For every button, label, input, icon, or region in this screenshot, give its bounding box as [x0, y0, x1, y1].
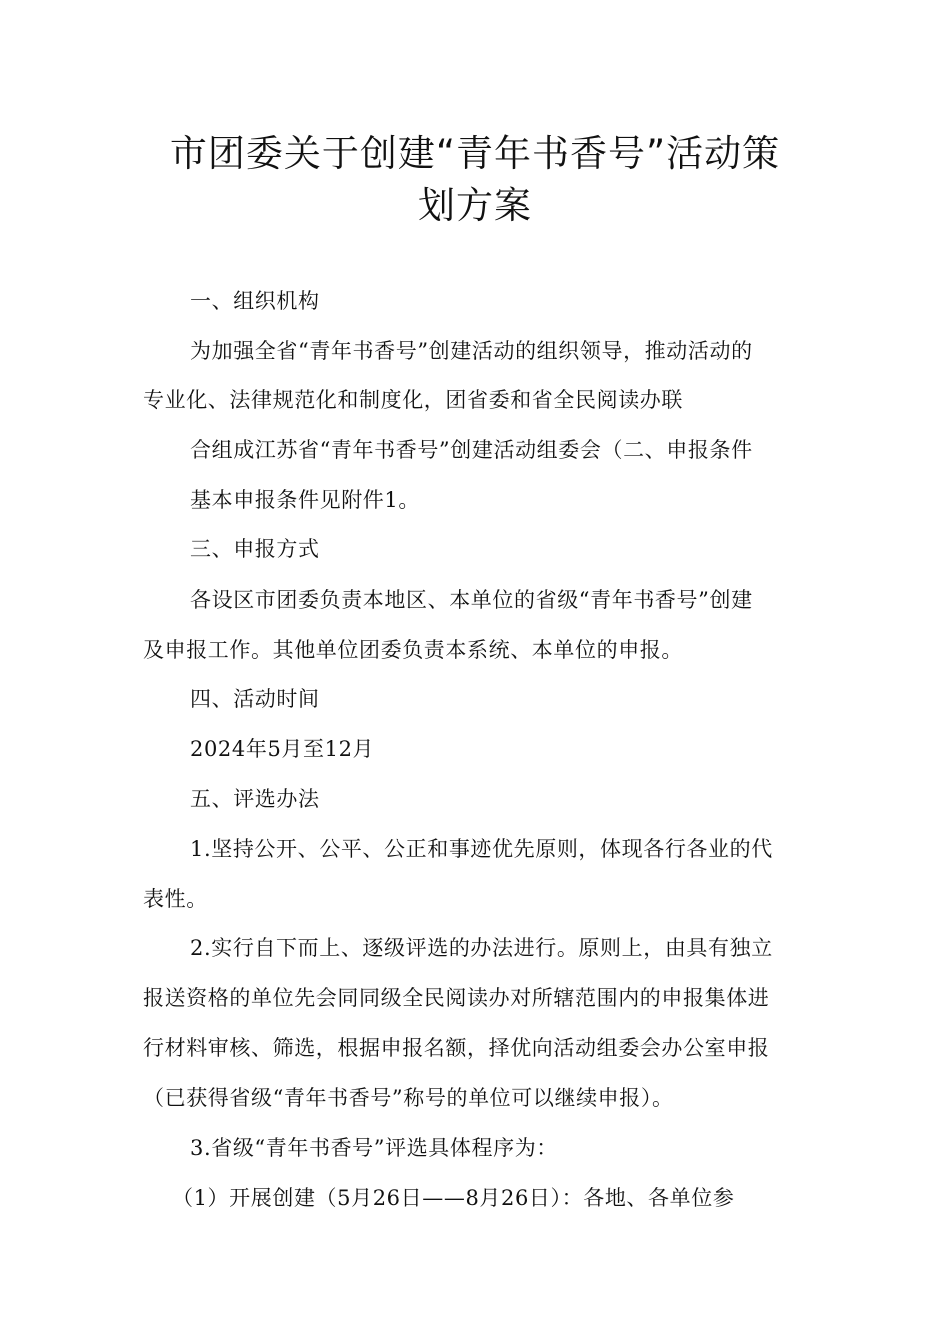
paragraph-line: 各设区市团委负责本地区、本单位的省级“青年书香号”创建: [190, 588, 753, 612]
paragraph-line: （已获得省级“青年书香号”称号的单位可以继续申报）。: [143, 1086, 674, 1110]
paragraph-line: 2.实行自下而上、逐级评选的办法进行。原则上，由具有独立: [190, 936, 773, 960]
paragraph-line: 3.省级“青年书香号”评选具体程序为：: [190, 1136, 558, 1160]
paragraph-line: 基本申报条件见附件1。: [190, 488, 420, 512]
paragraph-line: 1.坚持公开、公平、公正和事迹优先原则，体现各行各业的代: [190, 837, 773, 861]
paragraph-line: 专业化、法律规范化和制度化，团省委和省全民阅读办联: [143, 388, 683, 412]
paragraph-line: 合组成江苏省“青年书香号”创建活动组委会（二、申报条件: [190, 438, 753, 462]
section-heading-activity-time: 四、活动时间: [190, 687, 320, 711]
paragraph-line: （1）开展创建（5月26日——8月26日）：各地、各单位参: [172, 1186, 735, 1210]
paragraph-line: 行材料审核、筛选，根据申报名额，择优向活动组委会办公室申报: [143, 1036, 770, 1060]
paragraph-line: 报送资格的单位先会同同级全民阅读办对所辖范围内的申报集体进: [143, 986, 770, 1010]
document-title-line-1: 市团委关于创建“青年书香号”活动策: [169, 132, 781, 175]
section-heading-evaluation: 五、评选办法: [190, 787, 320, 811]
paragraph-line: 表性。: [143, 887, 208, 911]
paragraph-line: 及申报工作。其他单位团委负责本系统、本单位的申报。: [143, 638, 683, 662]
paragraph-line: 2024年5月至12月: [190, 737, 375, 761]
section-heading-organization: 一、组织机构: [190, 289, 320, 313]
paragraph-line: 为加强全省“青年书香号”创建活动的组织领导，推动活动的: [190, 339, 753, 363]
section-heading-application-method: 三、申报方式: [190, 537, 320, 561]
document-title-line-2: 划方案: [418, 184, 532, 227]
